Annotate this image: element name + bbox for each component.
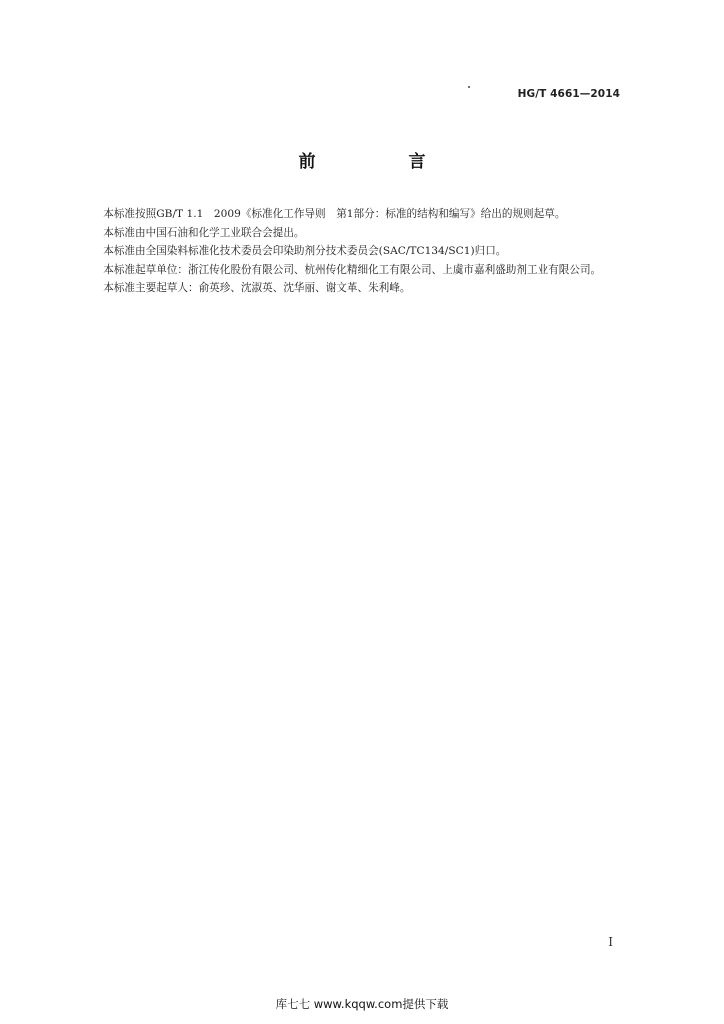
download-footer: 库七七 www.kqqw.com提供下载 <box>275 997 449 1011</box>
paragraph-drafting-units: 本标准起草单位：浙江传化股份有限公司、杭州传化精细化工有限公司、上虞市嘉利盛助剂工业有限公司。 <box>103 263 602 276</box>
foreword-body <box>81 205 621 298</box>
paragraph-technical-committee: 本标准由全国染料标准化技术委员会印染助剂分技术委员会(SAC/TC134/SC1)归口。 <box>103 245 507 258</box>
paragraph-drafters: 本标准主要起草人：俞英珍、沈淑英、沈华丽、谢文革、朱利峰。 <box>103 282 411 295</box>
page-number: I <box>608 935 613 949</box>
page-title: 前 言 <box>298 152 464 172</box>
scan-speck <box>468 86 470 88</box>
paragraph-proposed-by: 本标准由中国石油和化学工业联合会提出。 <box>103 226 305 239</box>
standard-code: HG/T 4661—2014 <box>517 88 620 100</box>
paragraph-drafting-rules: 本标准按照GB/T 1.1 2009《标准化工作导则 第1部分：标准的结构和编写》给出的规则起草。 <box>103 208 566 220</box>
